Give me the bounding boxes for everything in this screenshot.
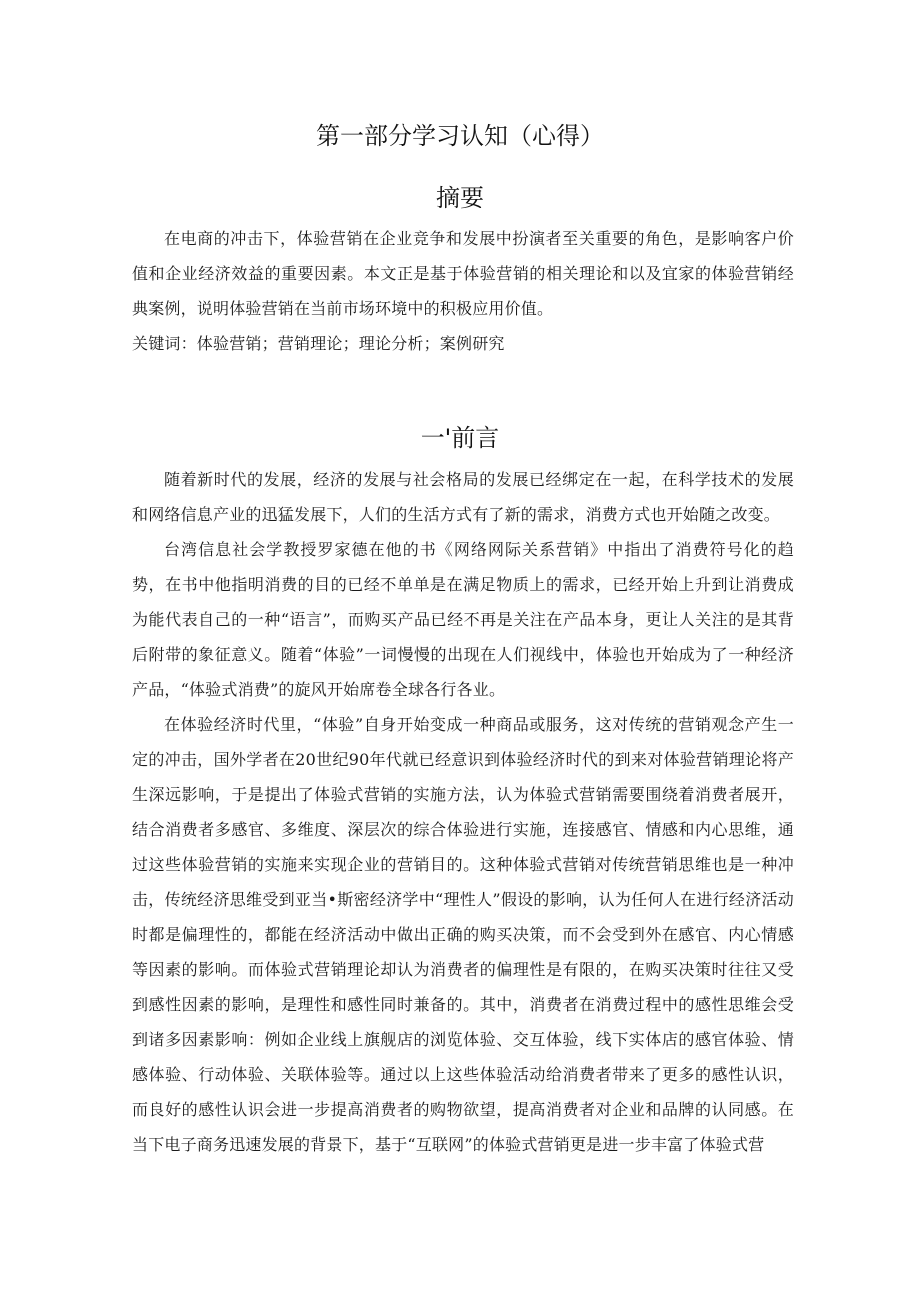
body-paragraph: 台湾信息社会学教授罗家德在他的书《网络网际关系营销》中指出了消费符号化的趋势，在书中他指明消费的目的已经不单单是在满足物质上的需求，已经开始上升到让消费成为能代表自己的一种“语言”，而购买产品已经不再是关注在产品本身，更让人关注的是其背后附带的象征意义。随着“体验”一词慢慢的出现在人们视线中，体验也开始成为了一种经济产品，“体验式消费”的旋风开始席卷全球各行各业。 (132, 540, 794, 699)
keywords-line: 关键词：体验营销；营销理论；理论分析；案例研究 (132, 334, 505, 353)
section-heading-preface: 一'前言 (420, 424, 500, 452)
preface-section (132, 462, 794, 1162)
body-paragraph: 随着新时代的发展，经济的发展与社会格局的发展已经绑定在一起，在科学技术的发展和网络信息产业的迅猛发展下，人们的生活方式有了新的需求，消费方式也开始随之改变。 (132, 470, 794, 524)
abstract-paragraph: 在电商的冲击下，体验营销在企业竞争和发展中扮演者至关重要的角色，是影响客户价值和企业经济效益的重要因素。本文正是基于体验营销的相关理论和以及宜家的体验营销经典案例，说明体验营销在当前市场环境中的积极应用价值。 (132, 229, 794, 318)
body-paragraph: 在体验经济时代里，“体验”自身开始变成一种商品或服务，这对传统的营销观念产生一定的冲击，国外学者在20世纪90年代就已经意识到体验经济时代的到来对体验营销理论将产生深远影响，于是提出了体验式营销的实施方法，认为体验式营销需要围绕着消费者展开，结合消费者多感官、多维度、深层次的综合体验进行实施，连接感官、情感和内心思维，通过这些体验营销的实施来实现企业的营销目的。这种体验式营销对传统营销思维也是一种冲击，传统经济思维受到亚当•斯密经济学中“理性人”假设的影响，认为任何人在进行经济活动时都是偏理性的，都能在经济活动中做出正确的购买决策，而不会受到外在感官、内心情感等因素的影响。而体验式营销理论却认为消费者的偏理性是有限的，在购买决策时往往又受到感性因素的影响，是理性和感性同时兼备的。其中，消费者在消费过程中的感性思维会受到诸多因素影响：例如企业线上旗舰店的浏览体验、交互体验，线下实体店的感官体验、情感体验、行动体验、关联体验等。通过以上这些体验活动给消费者带来了更多的感性认识，而良好的感性认识会进一步提高消费者的购物欲望，提高消费者对企业和品牌的认同感。在当下电子商务迅速发展的背景下，基于“互联网”的体验式营销更是进一步丰富了体验式营 (132, 715, 794, 1154)
page-title: 第一部分学习认知（心得） (316, 122, 604, 150)
abstract-section (132, 221, 794, 361)
abstract-heading: 摘要 (436, 184, 484, 212)
